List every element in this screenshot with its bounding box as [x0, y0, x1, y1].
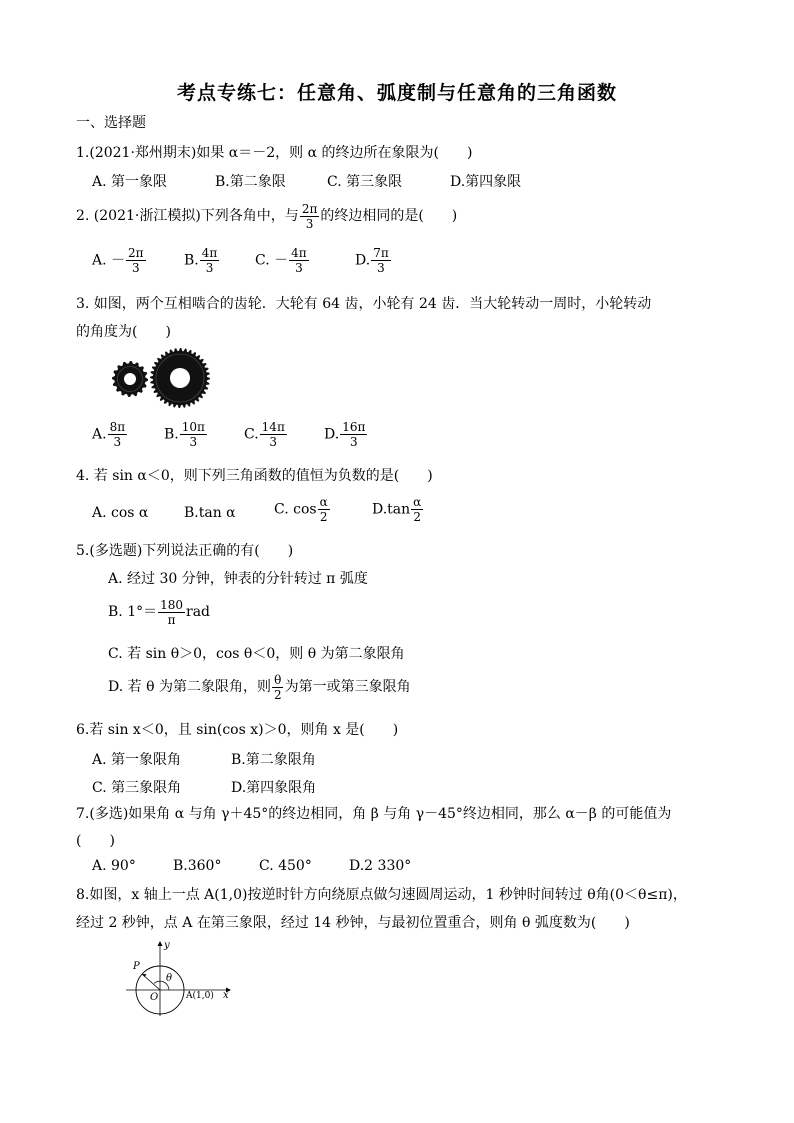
- gears-figure: [108, 346, 214, 408]
- label-y: y: [164, 940, 170, 951]
- q5-option-c: C. 若 sin θ＞0，cos θ＜0，则 θ 为第二象限角: [108, 646, 405, 662]
- q6-option-d: D.第四象限角: [231, 780, 317, 796]
- label-p: P: [133, 961, 140, 972]
- q3-option-d: D. $\frac{16\pi}{3}$: [324, 420, 366, 449]
- q4-option-b: B.tan α: [184, 505, 236, 521]
- question-3-stem-line-2: 的角度为( ): [76, 324, 171, 340]
- q4-option-a: A. cos α: [92, 505, 149, 521]
- y-axis-arrow: [158, 941, 163, 946]
- q1-option-a: A. 第一象限: [92, 174, 168, 190]
- q4-option-c: C. cos $\frac{\alpha}{2}$: [274, 495, 328, 524]
- radius-arrow: [142, 974, 147, 977]
- question-8-stem-line-2: 经过 2 秒钟，点 A 在第三象限，经过 14 秒钟，与最初位置重合，则角 θ 弧度数为( ): [76, 915, 630, 931]
- question-5-stem: 5.(多选题)下列说法正确的有( ): [76, 543, 294, 559]
- q1-option-d: D.第四象限: [450, 174, 522, 190]
- q2-option-a: A. － $\frac{2\pi}{3}$: [92, 246, 144, 275]
- q2-stem-fraction: $\frac{2\pi}{3}$: [301, 201, 318, 231]
- q7-option-d: D.2 330°: [349, 858, 412, 874]
- question-2-stem: 2. (2021·浙江模拟)下列各角中，与 $\frac{2\pi}{3}$ 的终边相同的是( ): [76, 201, 458, 231]
- q1-option-c: C. 第三象限: [327, 174, 403, 190]
- small-gear-hole: [124, 373, 136, 385]
- unit-circle-figure: [120, 940, 240, 1020]
- question-6-stem: 6.若 sin x＜0，且 sin(cos x)＞0，则角 x 是( ): [76, 722, 399, 738]
- large-gear-hole: [170, 368, 190, 388]
- question-8-stem-line-1: 8.如图，x 轴上一点 A(1,0)按逆时针方向绕原点做匀速圆周运动，1 秒钟时间转过 θ角(0＜θ≤π)，: [76, 887, 687, 903]
- q5-option-a: A. 经过 30 分钟，钟表的分针转过 π 弧度: [108, 571, 368, 587]
- gears: [112, 348, 210, 408]
- q6-option-b: B.第二象限角: [231, 752, 316, 768]
- q2-option-c: C. － $\frac{4\pi}{3}$: [255, 246, 307, 275]
- label-theta: θ: [166, 973, 173, 984]
- q2-option-b: B. $\frac{4\pi}{3}$: [184, 246, 218, 275]
- q3-option-a: A. $\frac{8\pi}{3}$: [92, 420, 126, 449]
- q6-option-c: C. 第三象限角: [92, 780, 182, 796]
- q3-option-c: C. $\frac{14\pi}{3}$: [244, 420, 285, 449]
- q7-option-c: C. 450°: [259, 858, 312, 874]
- q2-option-d: D. $\frac{7\pi}{3}$: [355, 246, 389, 275]
- q3-option-b: B. $\frac{10\pi}{3}$: [164, 420, 205, 449]
- q7-option-a: A. 90°: [92, 858, 136, 874]
- question-7-stem-line-2: ( ): [76, 833, 115, 849]
- q6-option-a: A. 第一象限角: [92, 752, 182, 768]
- question-7-stem-line-1: 7.(多选)如果角 α 与角 γ＋45°的终边相同，角 β 与角 γ－45°终边相同，那么 α－β 的可能值为: [76, 806, 672, 822]
- label-a: A(1,0): [186, 991, 214, 1001]
- section-heading: 一、选择题: [76, 115, 146, 131]
- q5-option-b: B. 1°＝ $\frac{180}{\pi}$ rad: [108, 597, 211, 627]
- page-title: 考点专练七：任意角、弧度制与任意角的三角函数: [176, 82, 617, 104]
- label-o: O: [150, 992, 159, 1003]
- question-1-stem: 1.(2021·郑州期末)如果 α＝－2，则 α 的终边所在象限为( ): [76, 145, 473, 161]
- q7-option-b: B.360°: [173, 858, 222, 874]
- q5-option-d: D. 若 θ 为第二象限角，则 $\frac{\theta}{2}$ 为第一或第三象限角: [108, 672, 411, 702]
- question-4-stem: 4. 若 sin α＜0，则下列三角函数的值恒为负数的是( ): [76, 468, 433, 484]
- q4-option-d: D.tan $\frac{\alpha}{2}$: [372, 495, 422, 524]
- label-x: x: [223, 990, 229, 1001]
- q1-option-b: B.第二象限: [215, 174, 286, 190]
- question-3-stem-line-1: 3. 如图，两个互相啮合的齿轮．大轮有 64 齿，小轮有 24 齿．当大轮转动一周时，小轮转动: [76, 296, 652, 312]
